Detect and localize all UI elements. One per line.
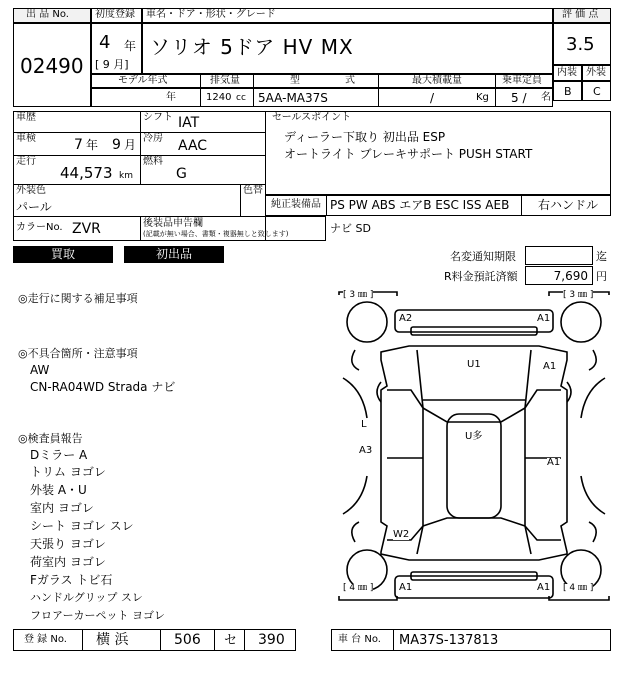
tire-front-left [347, 302, 387, 342]
tire-front-right [561, 302, 601, 342]
interior-label: 内装 [557, 67, 577, 78]
sales-point-label: セールスポイント [272, 112, 352, 123]
color-no-label: カラーNo. [16, 222, 63, 233]
car-outline-svg [337, 290, 611, 602]
shift-value: IAT [178, 115, 200, 131]
sales-point-line-2: オートライト ブレーキサポート PUSH START [284, 147, 533, 161]
transfer-value-box [525, 246, 593, 265]
recycle-unit: 円 [596, 270, 607, 283]
fuel-label: 燃料 [143, 156, 163, 167]
capacity-value: 5 / [511, 91, 527, 105]
color-no-value: ZVR [72, 221, 101, 237]
fuel-value: G [176, 166, 187, 182]
model-year-label: モデル年式 [118, 75, 168, 86]
recycle-label: R料金預託済額 [444, 270, 518, 283]
registration-kana: セ [224, 633, 238, 648]
inspector-line: 室内 ヨゴレ [30, 501, 94, 515]
history-label: 車歴 [16, 112, 36, 123]
lot-no-label: 出 品 No. [26, 9, 69, 20]
inspector-line: シート ヨゴレ スレ [30, 519, 134, 533]
inspection-label: 車検 [16, 133, 36, 144]
exterior-color-value: パール [16, 200, 52, 214]
inspector-line: 天張り ヨゴレ [30, 537, 106, 551]
defect-line: AW [30, 363, 50, 377]
registration-area: 横 浜 [96, 632, 129, 648]
mark-a1-right-door: A1 [547, 457, 561, 468]
mark-a1-rear-bumper-right: A1 [537, 582, 551, 593]
score-label: 評 価 点 [562, 9, 599, 20]
mileage-value: 44,573 [60, 164, 113, 182]
score-value: 3.5 [566, 34, 595, 55]
first-reg-label: 初度登録 [95, 9, 135, 20]
first-reg-month: [ 9 月] [95, 58, 129, 71]
mark-a1-rear-bumper: A1 [399, 582, 413, 593]
sales-point-line-1: ディーラー下取り 初出品 ESP [284, 130, 446, 144]
model-label: 型 [290, 75, 300, 86]
tire-depth-rear-left: [ 4 ㎜ ] [343, 583, 374, 593]
exterior-color-label: 外装色 [16, 185, 46, 196]
tire-depth-front-right: [ 3 ㎜ ] [563, 290, 594, 300]
inspection-month-unit: 月 [124, 138, 137, 152]
inspector-line: ハンドルグリップ スレ [30, 591, 143, 604]
registration-class: 506 [174, 632, 201, 648]
aftermarket-note: (記載が無い場合、書類・複器無しと致します) [143, 230, 289, 238]
mark-a3-left-door: A3 [359, 445, 373, 456]
mark-l-left: L [361, 419, 367, 430]
mark-a1-right-fender: A1 [543, 361, 557, 372]
model-label-2: 式 [345, 75, 355, 86]
mileage-unit: km [119, 171, 133, 181]
first-reg-year-unit: 年 [124, 39, 137, 53]
tire-depth-rear-right: [ 4 ㎜ ] [563, 583, 594, 593]
chassis-number: MA37S-137813 [399, 633, 499, 648]
inspector-title: ◎検査員報告 [18, 432, 83, 445]
inspector-line: 荷室内 ヨゴレ [30, 555, 106, 569]
mark-w2-rear-glass: W2 [393, 529, 410, 540]
color-change-label: 色替 [243, 185, 263, 196]
max-load-label: 最大積載量 [412, 75, 462, 86]
interior-grade: B [564, 85, 572, 98]
mileage-label: 走行 [16, 156, 36, 167]
inspector-line: Dミラー A [30, 448, 88, 462]
name-label: 車名・ドア・形状・グレード [146, 9, 276, 20]
model-year-unit: 年 [166, 92, 176, 103]
capacity-label: 乗車定員 [502, 75, 542, 86]
transfer-unit: 迄 [596, 250, 607, 263]
inspector-line: Fガラス トビ石 [30, 573, 113, 587]
inspection-year: 7 [74, 137, 83, 153]
displacement-value: 1240 [206, 92, 232, 103]
displacement-unit: cc [236, 93, 246, 103]
inspector-line: フロアーカーペット ヨゴレ [30, 609, 165, 622]
inspection-year-unit: 年 [86, 138, 99, 152]
ac-label: 冷房 [143, 133, 163, 144]
mark-a1-front-bumper: A1 [537, 313, 551, 324]
chassis-label: 車 台 No. [338, 634, 381, 645]
first-listing-tag: 初出品 [124, 246, 224, 263]
defect-notes-title: ◎不具合箇所・注意事項 [18, 347, 138, 360]
exterior-label: 外装 [586, 67, 606, 78]
registration-number: 390 [258, 632, 285, 648]
steering-value: 右ハンドル [538, 198, 599, 212]
mark-u-roof: U多 [465, 431, 483, 442]
ac-value: AAC [178, 138, 208, 154]
buy-tag: 買取 [13, 246, 113, 263]
defect-line: CN-RA04WD Strada ナビ [30, 380, 176, 394]
car-name: ソリオ 5ドア HV MX [150, 35, 354, 59]
aftermarket-label: 後装品申告欄 [143, 218, 203, 229]
mark-u1-hood: U1 [467, 359, 481, 370]
transfer-label: 名変通知期限 [450, 250, 516, 263]
recycle-value: 7,690 [553, 269, 588, 283]
recycle-value-box [525, 266, 593, 285]
equipment-label: 純正装備品 [271, 199, 321, 210]
car-damage-diagram [337, 290, 611, 602]
registration-label: 登 録 No. [24, 634, 67, 645]
lot-number: 02490 [20, 54, 84, 78]
inspector-line: トリム ヨゴレ [30, 465, 106, 479]
max-load-value: / [430, 91, 435, 105]
inspector-line: 外装 A・U [30, 483, 87, 497]
aftermarket-value: ナビ SD [330, 222, 371, 235]
max-load-unit: Kg [476, 92, 489, 103]
shift-label: シフト [143, 112, 173, 123]
model-value: 5AA-MA37S [258, 91, 328, 105]
displacement-label: 排気量 [210, 75, 240, 86]
mark-a2-front-bumper: A2 [399, 313, 413, 324]
tire-depth-front-left: [ 3 ㎜ ] [343, 290, 374, 300]
capacity-unit: 名 [541, 92, 551, 103]
equipment-value: PS PW ABS エアB ESC ISS AEB [330, 198, 510, 212]
inspection-month: 9 [112, 137, 121, 153]
first-reg-year: 4 [99, 32, 111, 53]
exterior-grade: C [593, 85, 601, 98]
driving-notes-title: ◎走行に関する補足事項 [18, 292, 138, 305]
